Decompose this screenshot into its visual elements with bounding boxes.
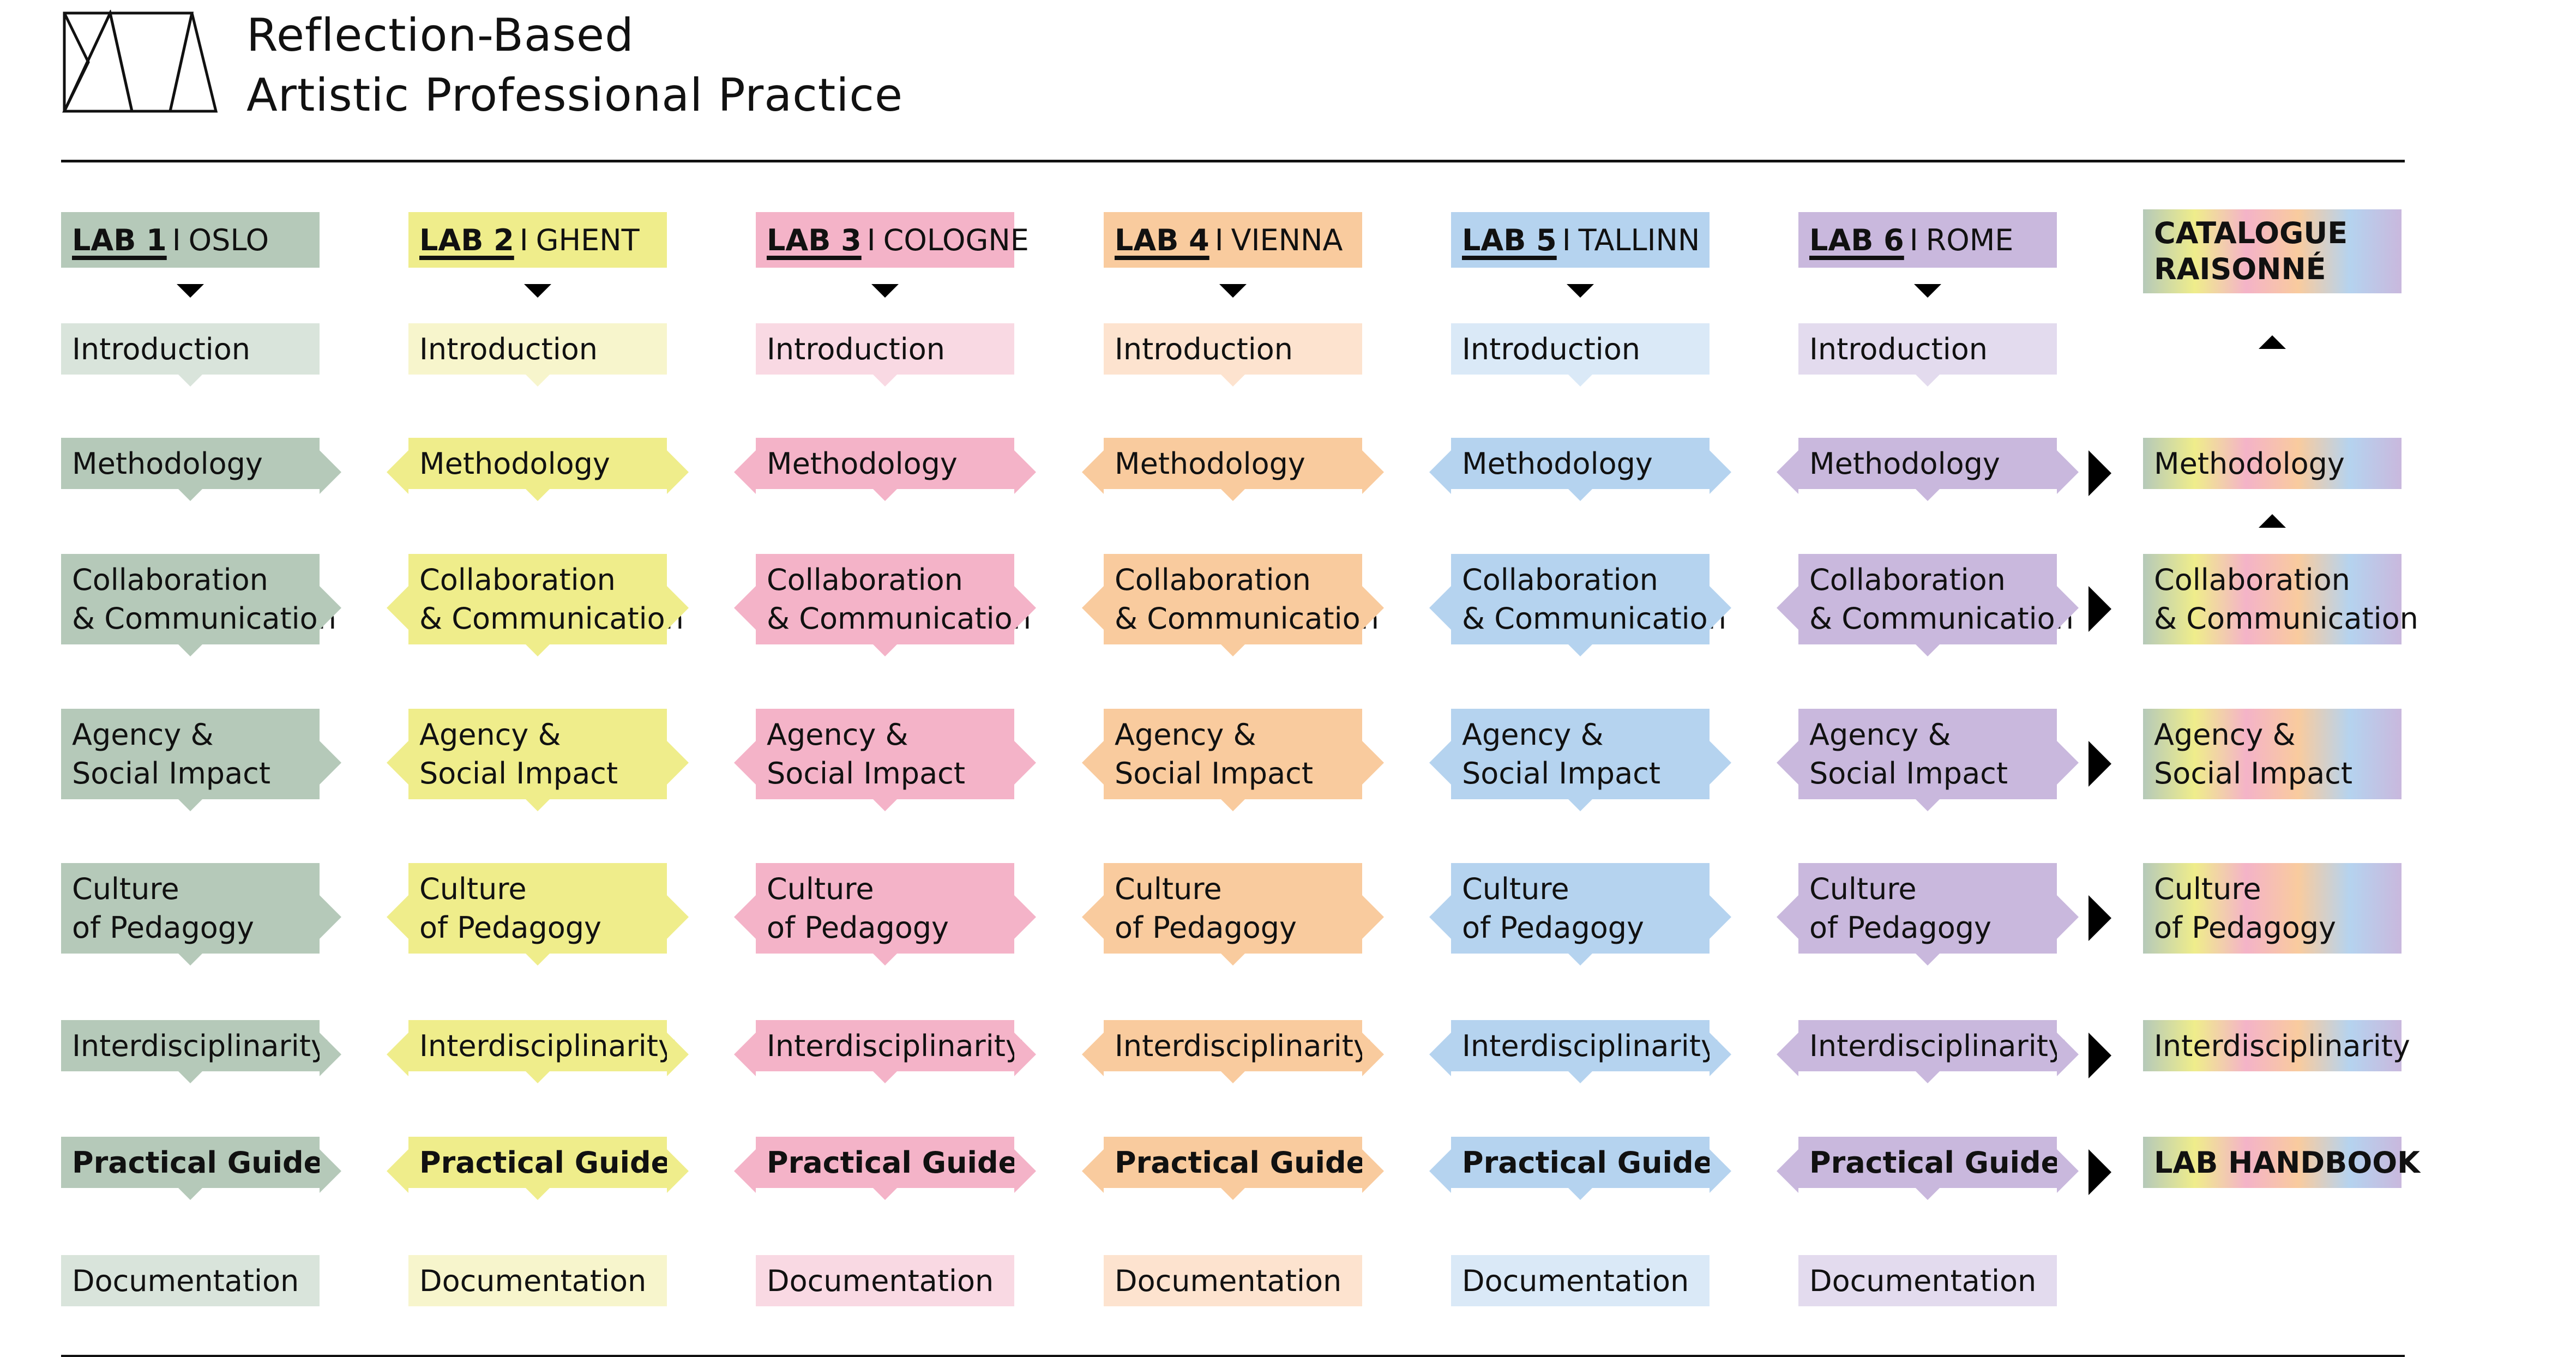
lab-3-label: LAB 3 <box>767 222 862 257</box>
lab-5-agency <box>1451 709 1710 799</box>
lab-1-interdisciplinarity-bottom-notch <box>178 1071 202 1083</box>
lab-5-culture-line: of Pedagogy <box>1462 910 1644 945</box>
catalogue-title-line: RAISONNÉ <box>2154 252 2326 286</box>
lab-5-interdisciplinarity-left-notch <box>1429 1033 1451 1076</box>
lab-4-introduction-label: Introduction <box>1115 331 1293 366</box>
lab-3-culture-bottom-notch <box>873 954 897 966</box>
lab-3-methodology-line: Methodology <box>767 446 958 481</box>
catalogue-lab-handbook <box>2143 1137 2420 1188</box>
lab-2-agency-bottom-notch <box>526 799 550 811</box>
lab-5-interdisciplinarity-right-notch <box>1710 1033 1731 1076</box>
bottom-divider <box>61 1355 2405 1357</box>
lab-6-interdisciplinarity <box>1798 1020 2066 1071</box>
lab-6-header <box>1798 212 2057 268</box>
lab-1-agency-line: Agency & <box>72 717 214 752</box>
lab-2-practical-guide-bottom-notch <box>526 1188 550 1200</box>
lab-6-agency-bottom-notch <box>1916 799 1940 811</box>
lab-4-practical-guide-line: Practical Guide <box>1115 1145 1367 1180</box>
lab-4-collaboration-left-notch <box>1082 586 1104 630</box>
lab-5-agency-left-notch <box>1429 741 1451 785</box>
lab-5-interdisciplinarity <box>1451 1020 1718 1071</box>
lab-4-header <box>1104 212 1362 268</box>
lab-3-practical-guide-bottom-notch <box>873 1188 897 1200</box>
lab-1-collaboration-line: Collaboration <box>72 563 268 597</box>
catalogue-interdisciplinarity-line: Interdisciplinarity <box>2154 1028 2410 1063</box>
lab-2-collaboration-left-notch <box>387 586 408 630</box>
lab-5-agency-line: Agency & <box>1462 717 1604 752</box>
lab-5-agency-right-notch <box>1710 741 1731 785</box>
lab-6-culture <box>1798 863 2057 954</box>
lab-2-culture-line: Culture <box>419 872 527 906</box>
lab-2-practical-guide-right-notch <box>667 1149 689 1193</box>
lab-4-agency-bottom-notch <box>1221 799 1245 811</box>
catalogue-agency <box>2143 709 2402 799</box>
lab-3-introduction-label: Introduction <box>767 331 946 366</box>
lab-2-methodology-line: Methodology <box>419 446 610 481</box>
separator: I <box>519 222 528 257</box>
lab-6-culture-right-notch <box>2057 895 2079 939</box>
lab-6-agency-line: Social Impact <box>1809 756 2008 791</box>
separator: I <box>1909 222 1918 257</box>
lab-6-culture-bottom-notch <box>1916 954 1940 966</box>
lab-6-agency-left-notch <box>1777 741 1798 785</box>
lab-5-documentation-label: Documentation <box>1462 1263 1689 1298</box>
lab-5-introduction-label: Introduction <box>1462 331 1641 366</box>
lab-6-collaboration-bottom-notch <box>1916 644 1940 656</box>
lab-2-introduction-label: Introduction <box>419 331 598 366</box>
lab-6-interdisciplinarity-line: Interdisciplinarity <box>1809 1028 2066 1063</box>
lab-2-header-text <box>419 221 667 260</box>
catalogue-title-line: CATALOGUE <box>2154 216 2348 250</box>
lab-1-introduction-label: Introduction <box>72 331 251 366</box>
lab-3-practical-guide-left-notch <box>734 1149 756 1193</box>
lab-6-introduction <box>1798 323 2057 375</box>
lab-3-header <box>756 212 1029 268</box>
lab-2-collaboration <box>408 554 684 644</box>
lab-6-culture-line: Culture <box>1809 872 1917 906</box>
lab-5-practical-guide-left-notch <box>1429 1149 1451 1193</box>
lab-2-introduction-bottom-notch <box>526 375 550 387</box>
lab-5-methodology-bottom-notch <box>1568 489 1592 501</box>
lab-1-agency <box>61 709 320 799</box>
lab-6-introduction-bottom-notch <box>1916 375 1940 387</box>
catalogue-collaboration-line: Collaboration <box>2154 563 2350 597</box>
catalogue-agency-line: Agency & <box>2154 717 2296 752</box>
lab-3-practical-guide-right-notch <box>1014 1149 1036 1193</box>
lab-1-culture-bottom-notch <box>178 954 202 966</box>
lab-2-agency <box>408 709 667 799</box>
lab-5-header-text <box>1462 221 1710 260</box>
lab-3-collaboration-left-notch <box>734 586 756 630</box>
catalogue-interdisciplinarity-arrow-icon <box>2089 1033 2111 1078</box>
lab-6-methodology-left-notch <box>1777 450 1798 494</box>
lab-1-practical-guide-bottom-notch <box>178 1188 202 1200</box>
lab-6-city: ROME <box>1925 222 2014 257</box>
catalogue-collaboration-line: & Communication <box>2154 601 2418 636</box>
lab-4-interdisciplinarity-bottom-notch <box>1221 1071 1245 1083</box>
lab-1-culture <box>61 863 320 954</box>
lab-4-interdisciplinarity-right-notch <box>1362 1033 1384 1076</box>
lab-3-down-arrow-icon <box>871 284 899 298</box>
lab-6-methodology-line: Methodology <box>1809 446 2000 481</box>
lab-3-collaboration-bottom-notch <box>873 644 897 656</box>
lab-6-practical-guide-right-notch <box>2057 1149 2079 1193</box>
lab-3-culture-line: Culture <box>767 872 874 906</box>
catalogue-methodology <box>2143 438 2402 489</box>
lab-6-down-arrow-icon <box>1914 284 1941 298</box>
lab-3-agency-right-notch <box>1014 741 1036 785</box>
lab-5-documentation <box>1451 1255 1710 1306</box>
title-line-1: Reflection-Based <box>246 9 634 62</box>
lab-6-interdisciplinarity-bottom-notch <box>1916 1071 1940 1083</box>
lab-2-interdisciplinarity-left-notch <box>387 1033 408 1076</box>
lab-6-agency <box>1798 709 2057 799</box>
lab-3-introduction-bottom-notch <box>873 375 897 387</box>
lab-4-interdisciplinarity-left-notch <box>1082 1033 1104 1076</box>
catalogue-lab-handbook-line: LAB HANDBOOK <box>2154 1145 2420 1180</box>
lab-6-documentation <box>1798 1255 2057 1306</box>
lab-3-collaboration-line: & Communication <box>767 601 1031 636</box>
lab-3-interdisciplinarity-line: Interdisciplinarity <box>767 1028 1023 1063</box>
catalogue-culture-line: of Pedagogy <box>2154 910 2336 945</box>
catalogue-methodology-arrow-icon <box>2089 450 2111 496</box>
lab-2-introduction <box>408 323 667 375</box>
lab-1-introduction-bottom-notch <box>178 375 202 387</box>
lab-4-introduction-bottom-notch <box>1221 375 1245 387</box>
catalogue-culture-line: Culture <box>2154 872 2261 906</box>
lab-5-culture <box>1451 863 1710 954</box>
lab-1-practical-guide <box>61 1137 324 1188</box>
lab-6-practical-guide <box>1798 1137 2061 1188</box>
lab-5-culture-right-notch <box>1710 895 1731 939</box>
lab-2-culture <box>408 863 667 954</box>
lab-3-agency-line: Social Impact <box>767 756 966 791</box>
lab-3-practical-guide-line: Practical Guide <box>767 1145 1019 1180</box>
lab-2-practical-guide-left-notch <box>387 1149 408 1193</box>
lab-2-collaboration-right-notch <box>667 586 689 630</box>
lab-3-documentation <box>756 1255 1014 1306</box>
lab-1-interdisciplinarity-line: Interdisciplinarity <box>72 1028 328 1063</box>
lab-5-methodology-left-notch <box>1429 450 1451 494</box>
lab-6-collaboration-right-notch <box>2057 586 2079 630</box>
catalogue-lab-handbook-arrow-icon <box>2089 1149 2111 1195</box>
lab-2-interdisciplinarity <box>408 1020 676 1071</box>
lab-4-header-text <box>1115 221 1362 260</box>
lab-3-methodology <box>756 438 1014 489</box>
lab-3-culture-right-notch <box>1014 895 1036 939</box>
lab-1-agency-line: Social Impact <box>72 756 271 791</box>
lab-6-collaboration <box>1798 554 2074 644</box>
lab-4-introduction <box>1104 323 1362 375</box>
catalogue-collaboration <box>2143 554 2418 644</box>
lab-5-collaboration-line: Collaboration <box>1462 563 1658 597</box>
lab-3-methodology-right-notch <box>1014 450 1036 494</box>
lab-5-collaboration-left-notch <box>1429 586 1451 630</box>
lab-3-header-text <box>767 221 1029 260</box>
lab-2-culture-line: of Pedagogy <box>419 910 601 945</box>
lab-3-interdisciplinarity-left-notch <box>734 1033 756 1076</box>
catalogue-raisonne-header <box>2143 209 2402 293</box>
lab-2-city: GHENT <box>535 222 640 257</box>
lab-4-culture-bottom-notch <box>1221 954 1245 966</box>
lab-5-practical-guide-line: Practical Guide <box>1462 1145 1714 1180</box>
lab-5-label: LAB 5 <box>1462 222 1557 257</box>
lab-4-practical-guide-bottom-notch <box>1221 1188 1245 1200</box>
lab-6-interdisciplinarity-right-notch <box>2057 1033 2079 1076</box>
lab-5-interdisciplinarity-line: Interdisciplinarity <box>1462 1028 1718 1063</box>
lab-6-documentation-label: Documentation <box>1809 1263 2037 1298</box>
lab-2-methodology-bottom-notch <box>526 489 550 501</box>
lab-3-documentation-label: Documentation <box>767 1263 994 1298</box>
lab-6-introduction-label: Introduction <box>1809 331 1988 366</box>
lab-1-methodology-bottom-notch <box>178 489 202 501</box>
lab-5-introduction <box>1451 323 1710 375</box>
lab-4-down-arrow-icon <box>1219 284 1247 298</box>
lab-3-agency-left-notch <box>734 741 756 785</box>
lab-6-culture-left-notch <box>1777 895 1798 939</box>
lab-5-collaboration-line: & Communication <box>1462 601 1726 636</box>
lab-4-methodology-bottom-notch <box>1221 489 1245 501</box>
lab-1-interdisciplinarity <box>61 1020 328 1071</box>
lab-1-documentation-label: Documentation <box>72 1263 299 1298</box>
lab-6-agency-right-notch <box>2057 741 2079 785</box>
lab-6-collaboration-line: Collaboration <box>1809 563 2006 597</box>
lab-6-methodology-right-notch <box>2057 450 2079 494</box>
lab-2-agency-line: Social Impact <box>419 756 618 791</box>
lab-4-agency-line: Social Impact <box>1115 756 1314 791</box>
lab-6-interdisciplinarity-left-notch <box>1777 1033 1798 1076</box>
lab-3-agency-line: Agency & <box>767 717 908 752</box>
lab-5-practical-guide-bottom-notch <box>1568 1188 1592 1200</box>
lab-5-agency-bottom-notch <box>1568 799 1592 811</box>
lab-4-collaboration-right-notch <box>1362 586 1384 630</box>
catalogue-methodology-line: Methodology <box>2154 446 2345 481</box>
lab-4-methodology-right-notch <box>1362 450 1384 494</box>
lab-2-interdisciplinarity-right-notch <box>667 1033 689 1076</box>
lab-1-collaboration-line: & Communication <box>72 601 336 636</box>
catalogue-interdisciplinarity <box>2143 1020 2410 1071</box>
separator: I <box>172 222 181 257</box>
lab-3-culture-line: of Pedagogy <box>767 910 949 945</box>
catalogue-culture-arrow-icon <box>2089 895 2111 941</box>
lab-2-documentation-label: Documentation <box>419 1263 647 1298</box>
catalogue-agency-arrow-icon <box>2089 741 2111 787</box>
lab-2-agency-line: Agency & <box>419 717 561 752</box>
lab-6-methodology-bottom-notch <box>1916 489 1940 501</box>
lab-4-interdisciplinarity <box>1104 1020 1371 1071</box>
lab-5-methodology-right-notch <box>1710 450 1731 494</box>
lab-3-culture <box>756 863 1014 954</box>
lab-5-introduction-bottom-notch <box>1568 375 1592 387</box>
lab-3-interdisciplinarity-bottom-notch <box>873 1071 897 1083</box>
lab-5-practical-guide <box>1451 1137 1714 1188</box>
lab-1-culture-right-notch <box>320 895 341 939</box>
lab-1-practical-guide-right-notch <box>320 1149 341 1193</box>
lab-5-city: TALLINN <box>1578 222 1700 257</box>
lab-6-practical-guide-left-notch <box>1777 1149 1798 1193</box>
lab-4-agency-right-notch <box>1362 741 1384 785</box>
lab-6-collaboration-line: & Communication <box>1809 601 2074 636</box>
catalogue-collaboration-arrow-icon <box>2089 586 2111 632</box>
lab-2-down-arrow-icon <box>524 284 551 298</box>
catalogue-culture <box>2143 863 2402 954</box>
lab-2-collaboration-line: & Communication <box>419 601 684 636</box>
lab-4-collaboration <box>1104 554 1379 644</box>
lab-4-culture-line: of Pedagogy <box>1115 910 1297 945</box>
lab-3-collaboration-right-notch <box>1014 586 1036 630</box>
lab-2-label: LAB 2 <box>419 222 514 257</box>
separator: I <box>866 222 876 257</box>
lab-1-agency-bottom-notch <box>178 799 202 811</box>
lab-6-agency-line: Agency & <box>1809 717 1951 752</box>
lab-5-agency-line: Social Impact <box>1462 756 1661 791</box>
lab-2-collaboration-line: Collaboration <box>419 563 616 597</box>
lab-3-interdisciplinarity-right-notch <box>1014 1033 1036 1076</box>
separator: I <box>1562 222 1571 257</box>
lab-4-agency-left-notch <box>1082 741 1104 785</box>
lab-1-collaboration <box>61 554 336 644</box>
lab-4-agency <box>1104 709 1362 799</box>
lab-2-interdisciplinarity-bottom-notch <box>526 1071 550 1083</box>
separator: I <box>1214 222 1224 257</box>
lab-3-methodology-bottom-notch <box>873 489 897 501</box>
lab-3-city: COLOGNE <box>883 222 1029 257</box>
lab-2-agency-right-notch <box>667 741 689 785</box>
lab-1-down-arrow-icon <box>177 284 204 298</box>
lab-2-documentation <box>408 1255 667 1306</box>
lab-1-practical-guide-line: Practical Guide <box>72 1145 324 1180</box>
lab-1-methodology <box>61 438 320 489</box>
lab-3-collaboration <box>756 554 1031 644</box>
lab-6-methodology <box>1798 438 2057 489</box>
lab-1-city: OSLO <box>188 222 269 257</box>
lab-2-methodology-left-notch <box>387 450 408 494</box>
lab-4-collaboration-line: Collaboration <box>1115 563 1311 597</box>
lab-5-collaboration-right-notch <box>1710 586 1731 630</box>
lab-6-practical-guide-bottom-notch <box>1916 1188 1940 1200</box>
lab-4-collaboration-line: & Communication <box>1115 601 1379 636</box>
lab-4-city: VIENNA <box>1231 222 1343 257</box>
lab-1-culture-line: of Pedagogy <box>72 910 254 945</box>
lab-2-interdisciplinarity-line: Interdisciplinarity <box>419 1028 676 1063</box>
lab-4-culture-line: Culture <box>1115 872 1222 906</box>
lab-5-culture-bottom-notch <box>1568 954 1592 966</box>
lab-5-culture-left-notch <box>1429 895 1451 939</box>
lab-5-culture-line: Culture <box>1462 872 1569 906</box>
lab-2-header <box>408 212 667 268</box>
lab-4-methodology-left-notch <box>1082 450 1104 494</box>
lab-4-collaboration-bottom-notch <box>1221 644 1245 656</box>
lab-4-practical-guide-left-notch <box>1082 1149 1104 1193</box>
catalogue-up-arrow-icon <box>2259 335 2286 349</box>
lab-4-culture-left-notch <box>1082 895 1104 939</box>
lab-4-documentation <box>1104 1255 1362 1306</box>
lab-2-collaboration-bottom-notch <box>526 644 550 656</box>
lab-5-collaboration <box>1451 554 1726 644</box>
lab-1-culture-line: Culture <box>72 872 179 906</box>
lab-2-practical-guide-line: Practical Guide <box>419 1145 671 1180</box>
lab-1-documentation <box>61 1255 320 1306</box>
lab-4-interdisciplinarity-line: Interdisciplinarity <box>1115 1028 1371 1063</box>
lab-3-introduction <box>756 323 1014 375</box>
lab-1-introduction <box>61 323 320 375</box>
lab-4-practical-guide-right-notch <box>1362 1149 1384 1193</box>
lab-3-methodology-left-notch <box>734 450 756 494</box>
lab-4-agency-line: Agency & <box>1115 717 1256 752</box>
lab-5-methodology-line: Methodology <box>1462 446 1653 481</box>
lab-2-agency-left-notch <box>387 741 408 785</box>
lab-6-collaboration-left-notch <box>1777 586 1798 630</box>
lab-3-agency <box>756 709 1014 799</box>
lab-4-methodology <box>1104 438 1362 489</box>
catalogue-agency-line: Social Impact <box>2154 756 2353 791</box>
lab-3-interdisciplinarity <box>756 1020 1023 1071</box>
lab-4-label: LAB 4 <box>1115 222 1209 257</box>
lab-1-header-text <box>72 221 320 260</box>
lab-2-culture-right-notch <box>667 895 689 939</box>
lab-4-methodology-line: Methodology <box>1115 446 1305 481</box>
lab-6-header-text <box>1809 221 2057 260</box>
lab-4-culture-right-notch <box>1362 895 1384 939</box>
lab-2-methodology <box>408 438 667 489</box>
lab-2-methodology-right-notch <box>667 450 689 494</box>
title-line-2: Artistic Professional Practice <box>246 69 904 122</box>
lab-6-label: LAB 6 <box>1809 222 1904 257</box>
lab-1-methodology-line: Methodology <box>72 446 263 481</box>
lab-5-interdisciplinarity-bottom-notch <box>1568 1071 1592 1083</box>
lab-3-collaboration-line: Collaboration <box>767 563 963 597</box>
lab-5-collaboration-bottom-notch <box>1568 644 1592 656</box>
lab-1-interdisciplinarity-right-notch <box>320 1033 341 1076</box>
lab-3-agency-bottom-notch <box>873 799 897 811</box>
catalogue-up-arrow-icon <box>2259 514 2286 528</box>
lab-5-practical-guide-right-notch <box>1710 1149 1731 1193</box>
lab-6-practical-guide-line: Practical Guide <box>1809 1145 2061 1180</box>
lab-1-collaboration-bottom-notch <box>178 644 202 656</box>
lab-5-header <box>1451 212 1710 268</box>
lab-5-down-arrow-icon <box>1567 284 1594 298</box>
lab-2-practical-guide <box>408 1137 671 1188</box>
lab-1-label: LAB 1 <box>72 222 167 257</box>
lab-1-agency-right-notch <box>320 741 341 785</box>
lab-3-culture-left-notch <box>734 895 756 939</box>
lab-6-culture-line: of Pedagogy <box>1809 910 1991 945</box>
lab-4-practical-guide <box>1104 1137 1367 1188</box>
lab-5-methodology <box>1451 438 1710 489</box>
lab-4-culture <box>1104 863 1362 954</box>
lab-2-culture-left-notch <box>387 895 408 939</box>
lab-1-collaboration-right-notch <box>320 586 341 630</box>
lab-1-methodology-right-notch <box>320 450 341 494</box>
lab-1-header <box>61 212 320 268</box>
lab-4-documentation-label: Documentation <box>1115 1263 1342 1298</box>
lab-2-culture-bottom-notch <box>526 954 550 966</box>
lab-3-practical-guide <box>756 1137 1019 1188</box>
